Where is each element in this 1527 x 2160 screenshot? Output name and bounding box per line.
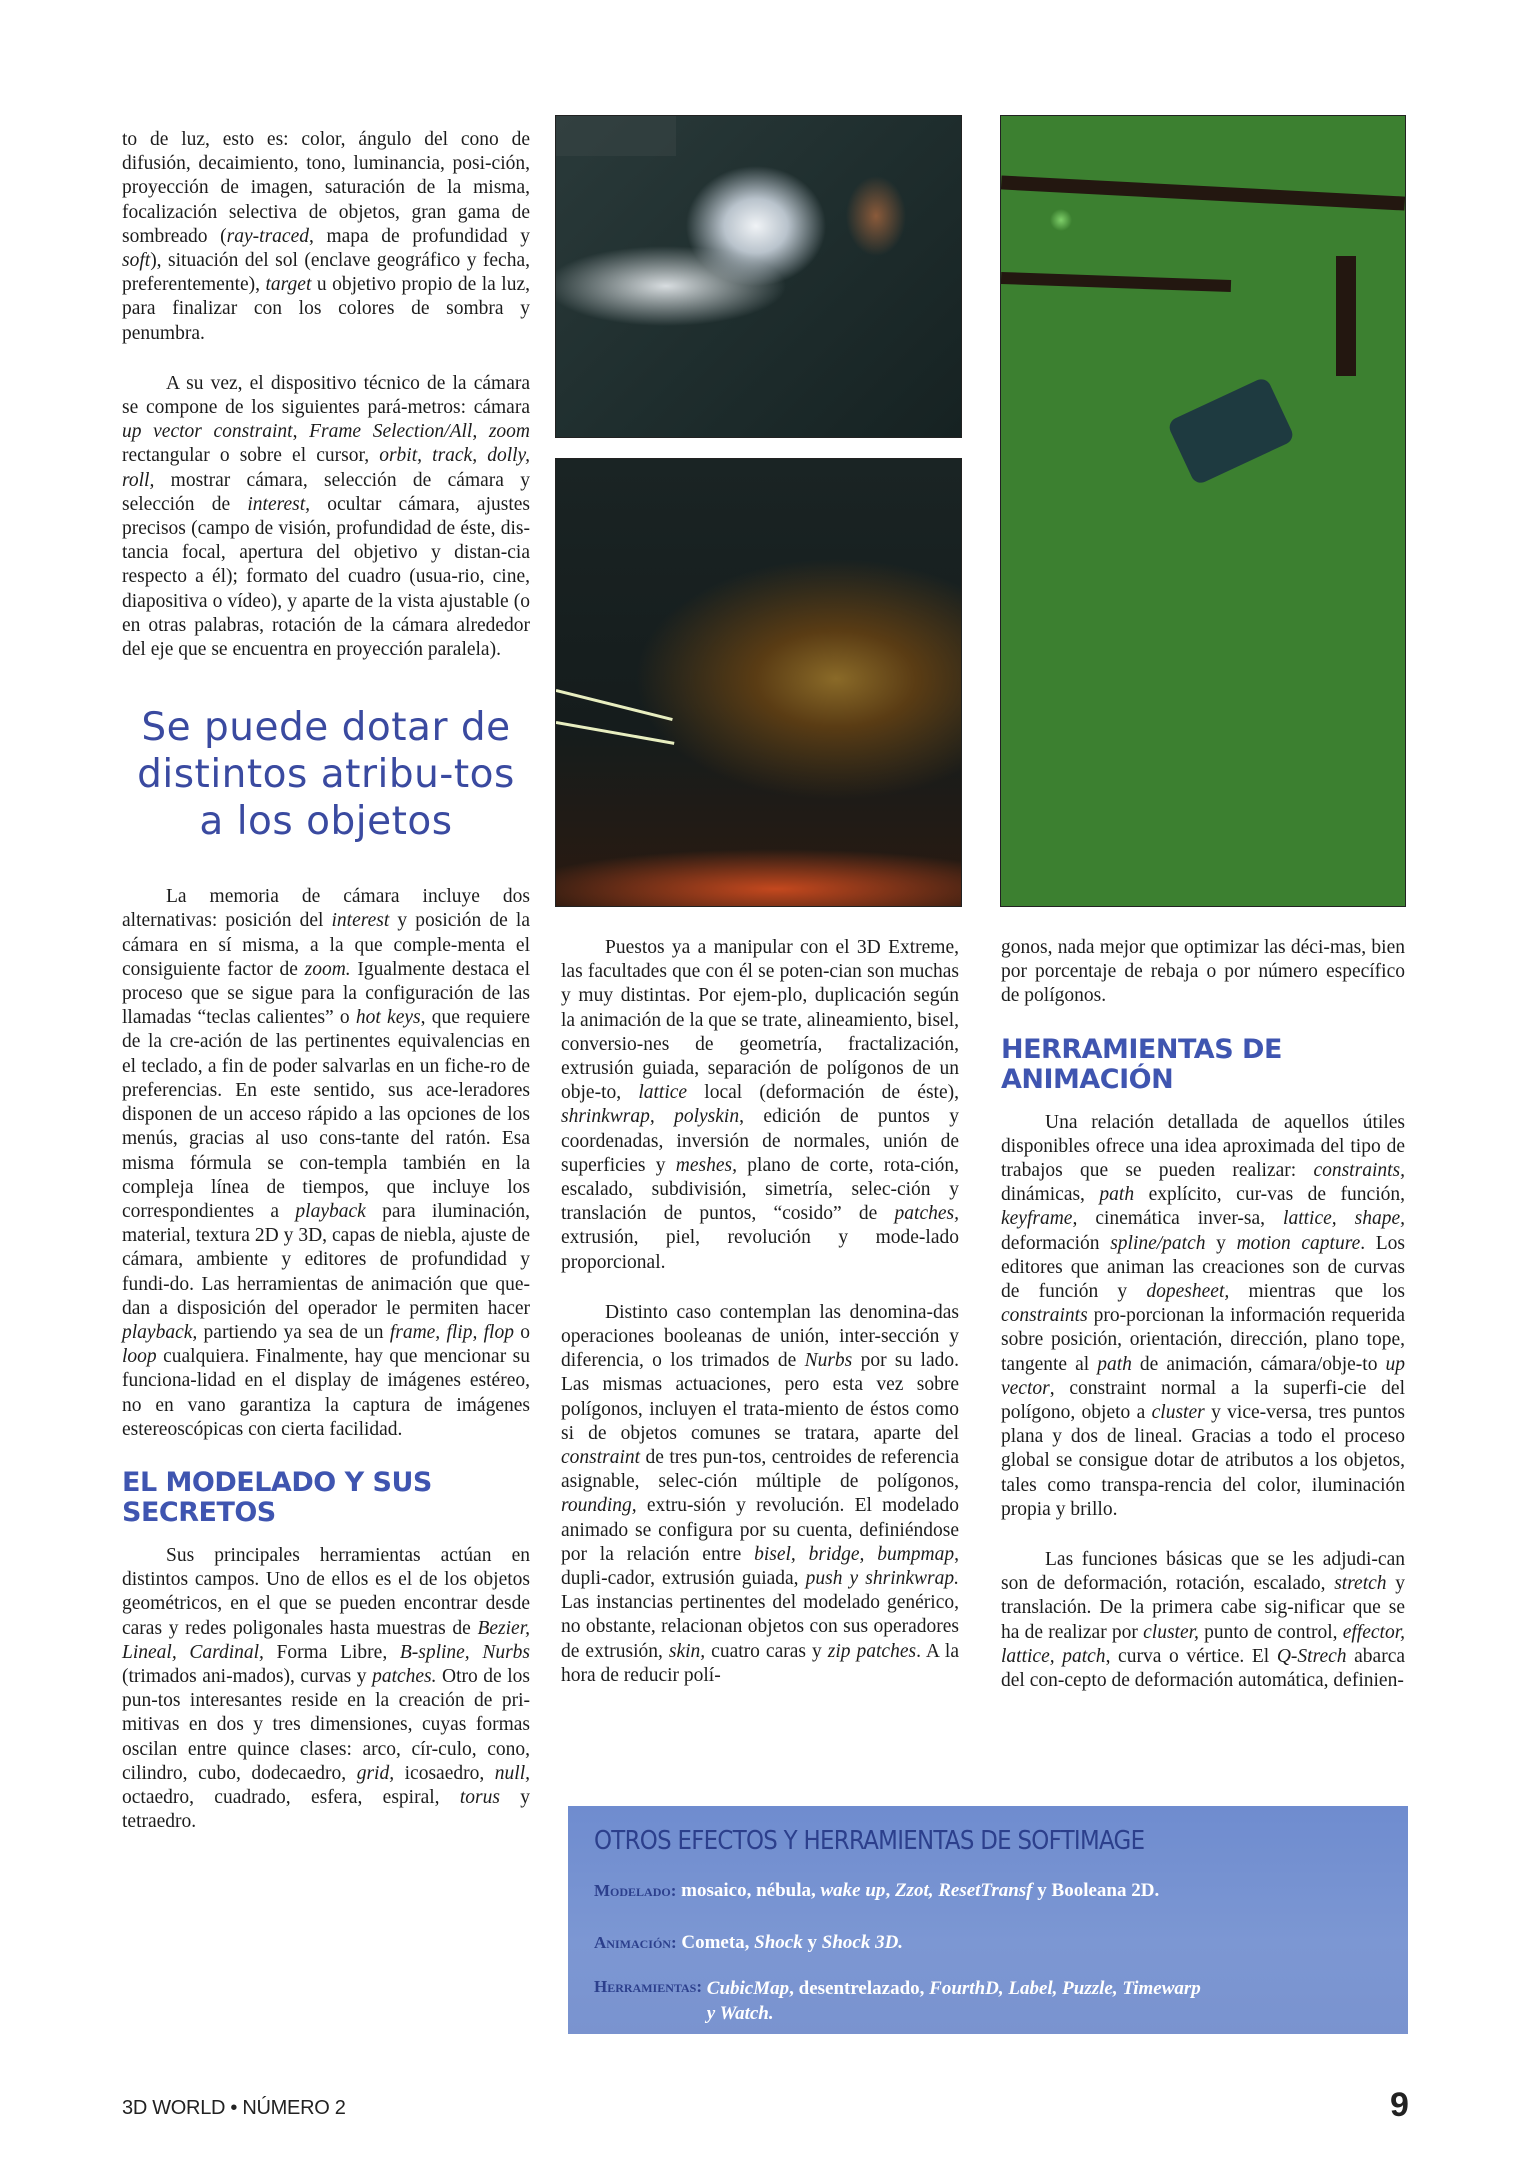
paragraph-camera-memory: La memoria de cámara incluye dos alternativas: posición del interest y posición de la cámara en sí misma, a la que comple-menta el consiguiente factor de zoom. Igualmente destaca el proceso que se sigue para la configuración de las llamadas “teclas calientes” o hot keys, que requiere de la cre-ación de las pertinentes equivalencias en el teclado, a fin de poder salvarlas en un fiche-ro de preferencias. En este sentido, sus ace-leradores disponen de un acceso rápido a las opciones de los menús, gracias al uso cons-tante del ratón. Esa misma fórmula se con-templa también en la compleja línea de tiempos, que incluye los correspondientes a playback para iluminación, material, textura 2D y 3D, capas de niebla, ajuste de cámara, ambiente y editores de profundidad y fundi-do. Las herramientas de animación que que-dan a disposición del operador le permiten hacer playback, partiendo ya sea de un frame, flip, flop o loop cualquiera. Finalmente, hay que mencionar su funciona-lidad en el display de imágenes estéreo, no en vano garantiza la captura de imágenes estereoscópicas con cierta facilidad. <box>122 886 530 1440</box>
section-heading-modelado: EL MODELADO Y SUS SECRETOS <box>122 1466 432 1528</box>
creature-scene-image <box>555 458 962 907</box>
softimage-effects-box <box>568 1806 1408 2034</box>
box-row-label: Herramientas: <box>594 1977 703 1996</box>
vehicle-detail <box>1166 376 1295 486</box>
box-row-modelado: Modelado: mosaico, nébula, wake up, Zzot, ResetTransf y Booleana 2D. <box>594 1880 1160 1901</box>
image-detail <box>556 116 676 156</box>
paragraph-booleans: Distinto caso contemplan las denomina-das operaciones booleanas de unión, inter-sección y diferencia, o los trimados de Nurbs por su lado. Las mismas actuaciones, pero esta vez sobre polígonos, incluyen el trata-miento de éstos como si de objetos comunes se tratara, aparte del constraint de tres pun-tos, centroides de referencia asignable, selec-ción múltiple de polígonos, rounding, extru-sión y revolución. El modelado animado se configura por su cuenta, definiéndose por la relación entre bisel, bridge, bumpmap, dupli-cador, extrusión guiada, push y shrinkwrap. Las instancias pertinentes del modelado genérico, no obstante, relacionan objetos con sus operadores de extrusión, skin, cuatro caras y zip patches. A la hora de reducir polí- <box>561 1301 960 1686</box>
box-row-herramientas: Herramientas: CubicMap, desentrelazado, FourthD, Label, Puzzle, Timewarp y Watch. <box>594 1977 1201 2024</box>
paragraph-light-params: to de luz, esto es: color, ángulo del cono de difusión, decaimiento, tono, luminancia, posi-ción, proyección de imagen, saturación de la misma, focalización selectiva de objetos, gran gama de sombreado (ray-traced, mapa de profundidad y soft), situación del sol (enclave geográfico y fecha, preferentemente), target u objetivo propio de la luz, para finalizar con los colores de sombra y penumbra. <box>122 129 530 344</box>
girder-detail <box>1001 175 1405 210</box>
paragraph-basic-functions: Las funciones básicas que se les adjudi-can son de deformación, rotación, escalado, stretch y translación. De la primera cabe sig-nificar que se ha de realizar por cluster, punto de control, effector, lattice, patch, curva o vértice. El Q-Strech abarca del con-cepto de deformación automática, definien- <box>1001 1549 1406 1692</box>
paragraph-camera-device: A su vez, el dispositivo técnico de la cámara se compone de los siguientes pará-metros: cámara up vector constraint, Frame Selection/All, zoom rectangular o sobre el cursor, orbit, track, dolly, roll, mostrar cámara, selección de cámara y selección de interest, ocultar cámara, ajustes precisos (campo de visión, profundidad de éste, dis-tancia focal, apertura del objetivo y distan-cia respecto a él); formato del cuadro (usua-rio, cine, diapositiva o vídeo), y aparte de la vista ajustable (o en otras palabras, rotación de la cámara alrededor del eje que se encuentra en proyección paralela). <box>122 372 531 661</box>
page-number: 9 <box>1390 2086 1409 2124</box>
paragraph-3d-extreme: Puestos ya a manipular con el 3D Extreme, las facultades que con él se poten-cian son muchas y muy distintas. Por ejem-plo, duplicación según la animación de la que se trate, alineamiento, bisel, conversio-nes de geometría, fractalización, extrusión guiada, separación de polígonos de un obje-to, lattice local (deformación de éste), shrinkwrap, polyskin, edición de puntos y coordenadas, inversión de normales, unión de superficies y meshes, plano de corte, rota-ción, escalado, subdivisión, simetría, selec-ción y translación de puntos, “cosido” de patches, extrusión, piel, revolución y mode-lado proporcional. <box>561 937 959 1273</box>
paragraph-animation-tools: Una relación detallada de aquellos útiles disponibles ofrece una idea aproximada del tipo de trabajos que se pueden realizar: constraints, dinámicas, path explícito, cur-vas de función, keyframe, cinemática inver-sa, lattice, shape, deformación spline/patch y motion capture. Los editores que animan las creaciones son de curvas de función y dopesheet, mientras que los constraints pro-porcionan la información requerida sobre posición, orientación, dirección, plano tope, tangente al path de animación, cámara/obje-to up vector, constraint normal a la superfi-cie del polígono, objeto a cluster y vice-versa, tres puntos plana y dos de lineal. Gracias a todo el proceso global se consigue dotar de atributos a los objetos, tales como transpa-rencia del color, iluminación propia y brillo. <box>1001 1111 1406 1520</box>
box-row-label: Modelado: <box>594 1881 677 1900</box>
tweezers-detail <box>556 689 673 721</box>
paragraph-polygons: gonos, nada mejor que optimizar las déci-mas, bien por porcentaje de rebaja o por número específico de polígonos. <box>1001 937 1405 1007</box>
right-column <box>1001 936 1405 1693</box>
left-column <box>122 128 530 1834</box>
tweezers-detail <box>556 721 675 745</box>
ghost-scene-image <box>555 115 962 438</box>
box-title: OTROS EFECTOS Y HERRAMIENTAS DE SOFTIMAGE <box>594 1826 1145 1856</box>
girder-detail <box>1001 272 1231 292</box>
girder-detail <box>1336 256 1356 376</box>
middle-column <box>561 936 959 1688</box>
box-row-animacion: Animación: Cometa, Shock y Shock 3D. <box>594 1932 904 1953</box>
city-scene-image <box>1000 115 1406 907</box>
section-heading-animacion: HERRAMIENTAS DE ANIMACIÓN <box>1001 1033 1282 1095</box>
box-row-label: Animación: <box>594 1933 677 1952</box>
publication-footer: 3D WORLD • NÚMERO 2 <box>122 2097 346 2119</box>
pull-quote: Se puede dotar de distintos atribu-tos a los objetos <box>137 705 515 845</box>
paragraph-modelado: Sus principales herramientas actúan en distintos campos. Uno de ellos es el de los objetos geométricos, en el que se pueden encontrar desde caras y redes poligonales hasta muestras de Bezier, Lineal, Cardinal, Forma Libre, B-spline, Nurbs (trimados ani-mados), curvas y patches. Otro de los pun-tos interesantes reside en la creación de pri-mitivas en dos y tres dimensiones, cuyas formas oscilan entre quince clases: arco, cír-culo, cono, cilindro, cubo, dodecaedro, grid, icosaedro, null, octaedro, cuadrado, esfera, espiral, torus y tetraedro. <box>122 1544 531 1833</box>
